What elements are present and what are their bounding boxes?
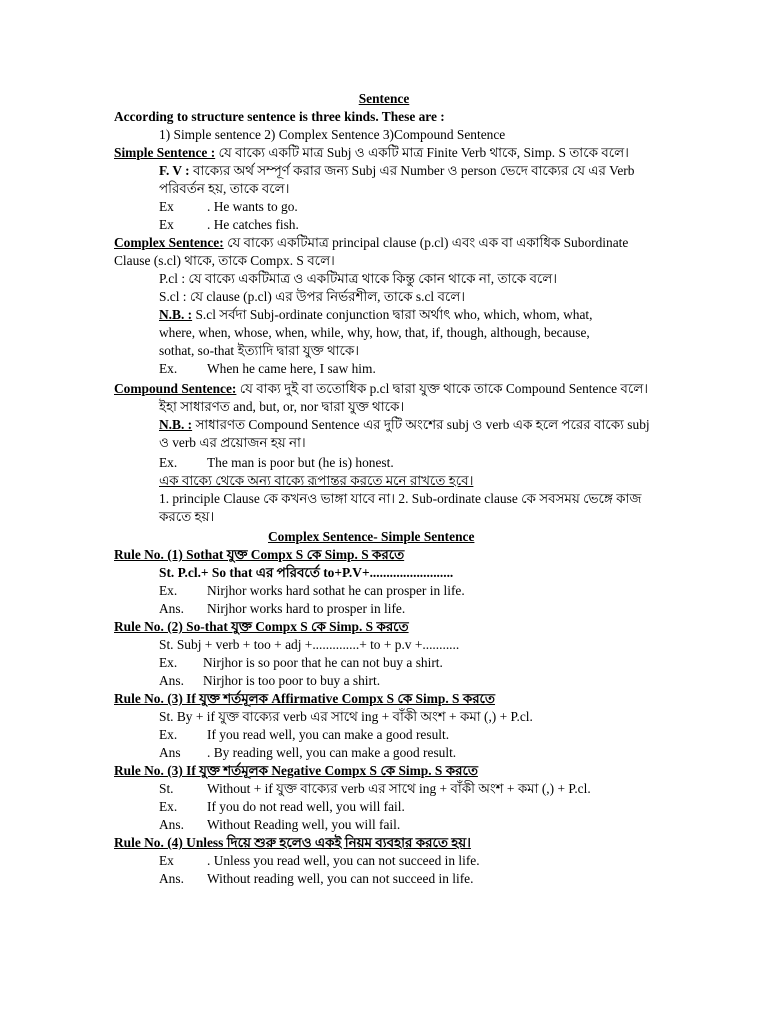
ans-text: Nirjhor is too poor to buy a shirt. — [203, 673, 381, 688]
finite-verb-definition — [159, 162, 634, 180]
ans-tag: Ans. — [159, 817, 184, 832]
conversion-point-1: 1. principle Clause কে কখনও ভাঙ্গা যাবে না। 2. Sub-ordinate clause কে সবসময় ভেঙ্গে কাজ — [159, 491, 642, 506]
ans-text: Without Reading well, you will fail. — [207, 817, 401, 832]
simple-def-text: যে বাক্যে একটি মাত্র Subj ও একটি মাত্র Finite Verb থাকে, Simp. S তাকে বলে। — [215, 145, 629, 160]
rule-1-heading: Rule No. (1) Sothat যুক্ত Compx S কে Simp. S করতে — [114, 547, 405, 562]
complex-definition — [114, 234, 628, 252]
simple-heading: Simple Sentence : — [114, 145, 216, 160]
ans-tag: Ans — [159, 745, 181, 760]
ans-tag: Ans. — [159, 871, 184, 886]
ex-tag: Ex. — [159, 799, 178, 814]
rule-4-answer — [159, 870, 473, 888]
ans-text: Nirjhor works hard to prosper in life. — [207, 601, 406, 616]
ex-text: When he came here, I saw him. — [207, 361, 376, 376]
rule-3-affirmative-heading: Rule No. (3) If যুক্ত শর্তমূলক Affirmative Compx S কে Simp. S করতে — [114, 691, 495, 706]
ans-text: . By reading well, you can make a good result. — [207, 745, 457, 760]
ex-tag: Ex. — [159, 455, 178, 470]
fv-text-1: বাক্যের অর্থ সম্পূর্ণ করার জন্য Subj এর Number ও person ভেদে বাক্যের যে এর Verb — [189, 163, 635, 178]
rule-3-negative-example — [159, 798, 405, 816]
simple-example-2 — [159, 216, 299, 234]
ex-text: . He wants to go. — [207, 199, 298, 214]
compound-definition — [114, 380, 648, 398]
nb-heading: N.B. : — [159, 417, 193, 432]
rule-2-heading: Rule No. (2) So-that যুক্ত Compx S কে Simp. S করতে — [114, 619, 409, 634]
pcl-definition: P.cl : যে বাক্যে একটিমাত্র ও একটিমাত্র থাকে কিন্তু কোন থাকে না, তাকে বলে। — [159, 271, 558, 286]
rule-2-answer — [159, 672, 380, 690]
section-title: Complex Sentence- Simple Sentence — [268, 529, 475, 544]
ex-tag: Ex — [159, 217, 174, 232]
rule-3-negative-heading: Rule No. (3) If যুক্ত শর্তমূলক Negative Compx S কে Simp. S করতে — [114, 763, 478, 778]
ex-tag: Ex — [159, 199, 174, 214]
compound-note — [159, 416, 650, 434]
fv-heading: F. V : — [159, 163, 190, 178]
ex-tag: Ex. — [159, 583, 178, 598]
complex-heading: Complex Sentence: — [114, 235, 224, 250]
fv-text-2: পরিবর্তন হয়, তাকে বলে। — [159, 181, 290, 196]
page-title: Sentence — [358, 91, 410, 106]
kinds-list: 1) Simple sentence 2) Complex Sentence 3)Compound Sentence — [159, 127, 506, 142]
ex-text: . Unless you read well, you can not succeed in life. — [207, 853, 480, 868]
simple-example-1 — [159, 198, 298, 216]
complex-note — [159, 306, 592, 324]
rule-3-affirmative-answer — [159, 744, 456, 762]
st-tag: St. — [159, 781, 174, 796]
ex-tag: Ex. — [159, 655, 178, 670]
rule-2-example — [159, 654, 443, 672]
nb-text-2: ও verb এর প্রয়োজন হয় না। — [159, 435, 306, 450]
rule-4-example — [159, 852, 480, 870]
ex-tag: Ex. — [159, 727, 178, 742]
ans-tag: Ans. — [159, 673, 184, 688]
ans-tag: Ans. — [159, 601, 184, 616]
rule-3-negative-structure — [159, 780, 591, 798]
rule-4-heading: Rule No. (4) Unless দিয়ে শুরু হলেও একই নিয়ম ব্যবহার করতে হয়। — [114, 835, 471, 850]
ex-text: If you do not read well, you will fail. — [207, 799, 405, 814]
compound-def-text: যে বাক্য দুই বা ততোধিক p.cl দ্বারা যুক্ত থাকে তাকে Compound Sentence বলে। — [236, 381, 648, 396]
rule-1-answer — [159, 600, 405, 618]
compound-example — [159, 454, 394, 472]
complex-def-text: যে বাক্যে একটিমাত্র principal clause (p.cl) এবং এক বা একাধিক Subordinate — [223, 235, 629, 250]
rule-2-structure: St. Subj + verb + too + adj +..............+ to + p.v +........... — [159, 637, 460, 652]
conversion-point-2: করতে হয়। — [159, 509, 215, 524]
nb-text-3: sothat, so-that ইত্যাদি দ্বারা যুক্ত থাকে। — [159, 343, 360, 358]
ex-text: Nirjhor is so poor that he can not buy a shirt. — [203, 655, 443, 670]
ex-text: Nirjhor works hard sothat he can prosper in life. — [207, 583, 465, 598]
rule-3-negative-answer — [159, 816, 400, 834]
complex-def-text-2: Clause (s.cl) থাকে, তাকে Compx. S বলে। — [114, 253, 335, 268]
scl-definition: S.cl : যে clause (p.cl) এর উপর নির্ভরশীল, তাকে s.cl বলে। — [159, 289, 466, 304]
conversion-note: এক বাক্যে থেকে অন্য বাক্যে রূপান্তর করতে মনে রাখতে হবে। — [159, 473, 474, 488]
ex-tag: Ex. — [159, 361, 178, 376]
rule-3-affirmative-example — [159, 726, 449, 744]
nb-heading: N.B. : — [159, 307, 193, 322]
simple-definition — [114, 144, 629, 162]
nb-text-2: where, when, whose, when, while, why, how, that, if, though, although, because, — [159, 325, 590, 340]
ans-text: Without reading well, you can not succeed in life. — [207, 871, 474, 886]
complex-example — [159, 360, 376, 378]
ex-tag: Ex — [159, 853, 174, 868]
rule-1-example — [159, 582, 465, 600]
rule-3-affirmative-structure: St. By + if যুক্ত বাক্যের verb এর সাথে ing + বাঁকী অংশ + কমা (,) + P.cl. — [159, 709, 533, 724]
ex-text: The man is poor but (he is) honest. — [207, 455, 394, 470]
compound-def-text-2: ইহা সাধারণত and, but, or, nor দ্বারা যুক্ত থাকে। — [159, 399, 405, 414]
st-text: Without + if যুক্ত বাক্যের verb এর সাথে ing + বাঁকী অংশ + কমা (,) + P.cl. — [207, 781, 591, 796]
rule-1-structure: St. P.cl.+ So that এর পরিবর্তে to+P.V+......................... — [159, 565, 454, 580]
nb-text-1: S.cl সর্বদা Subj-ordinate conjunction দ্বারা অর্থাৎ who, which, whom, what, — [192, 307, 593, 322]
ex-text: . He catches fish. — [207, 217, 299, 232]
intro-line: According to structure sentence is three kinds. These are : — [114, 109, 445, 124]
nb-text-1: সাধারণত Compound Sentence এর দুটি অংশের subj ও verb এক হলে পরের বাক্যে subj — [192, 417, 650, 432]
compound-heading: Compound Sentence: — [114, 381, 237, 396]
ex-text: If you read well, you can make a good result. — [207, 727, 450, 742]
